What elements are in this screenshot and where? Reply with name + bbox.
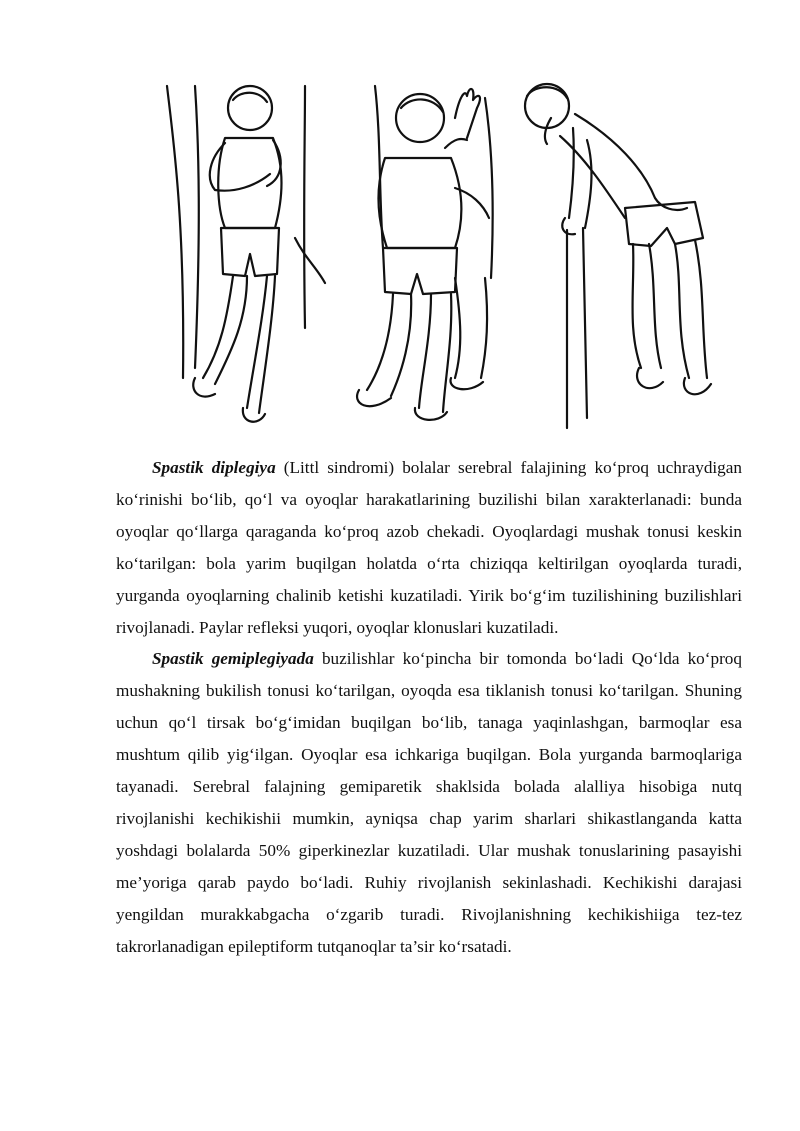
term-spastic-diplegia: Spastik diplegiya bbox=[152, 458, 276, 477]
term-spastic-hemiplegia: Spastik gemiplegiyada bbox=[152, 649, 314, 669]
paragraph-spastic-hemiplegia bbox=[116, 643, 742, 962]
paragraph-body: buzilishlar ko‘pincha bir tomonda bo‘ladi Qo‘lda ko‘proq mushakning bukilish tonusi ko‘tarilgan, oyoqda esa tiklanish tonusi ko‘tarilgan. Shuning uchun qo‘l tirsak bo‘g‘imidan buqilgan bo‘lib, tanaga yaqinlashgan, barmoqlar esa mushtum qilib yig‘ilgan. Oyoqlar esa ichkariga buqilgan. Bola yurganda barmoqlariga tayanadi. Serebral falajning gemiparetik shaklsida bolada alalliya hisobiga nutq rivojlanishi kechikishii mumkin, ayniqsa chap yarim sharlari shikastlanganda katta yoshdagi bolalarda 50% giperkinezlar kuzatiladi. Ular mushak tonuslarining pasayishi me’yoriga qarab paydo bo‘ladi. Ruhiy rivojlanish sekinlashadi. Kechikishi darajasi yengildan murakkabgacha o‘zgarib turadi. Rivojlanishning kechikishiiga tez-tez takrorlanadigan epileptiform tutqanoqlar ta’sir ko‘rsatadi. bbox=[116, 649, 742, 956]
paragraph-spastic-diplegia bbox=[116, 452, 742, 643]
body-text bbox=[116, 452, 742, 963]
posture-illustration bbox=[155, 78, 715, 436]
child-figure-supported bbox=[167, 86, 325, 422]
child-figure-from-behind bbox=[357, 86, 493, 420]
paragraph-body: (Littl sindromi) bolalar serebral falajining ko‘proq uchraydigan ko‘rinishi bo‘lib, qo‘l va oyoqlar harakatlarining buzilishi bilan xarakterlanadi: bunda oyoqlar qo‘llarga qaraganda ko‘proq azob chekadi. Oyoqlardagi mushak tonusi keskin ko‘tarilgan: bola yarim buqilgan holatda o‘rta chiziqqa keltirilgan oyoqlarda turadi, yurganda oyoqlarning chalinib ketishi kuzatiladi. Yirik bo‘g‘im tuzilishining buzilishlari rivojlanadi. Paylar refleksi yuqori, oyoqlar klonuslari kuzatiladi. bbox=[116, 458, 743, 637]
child-figure-with-cane bbox=[525, 84, 711, 428]
